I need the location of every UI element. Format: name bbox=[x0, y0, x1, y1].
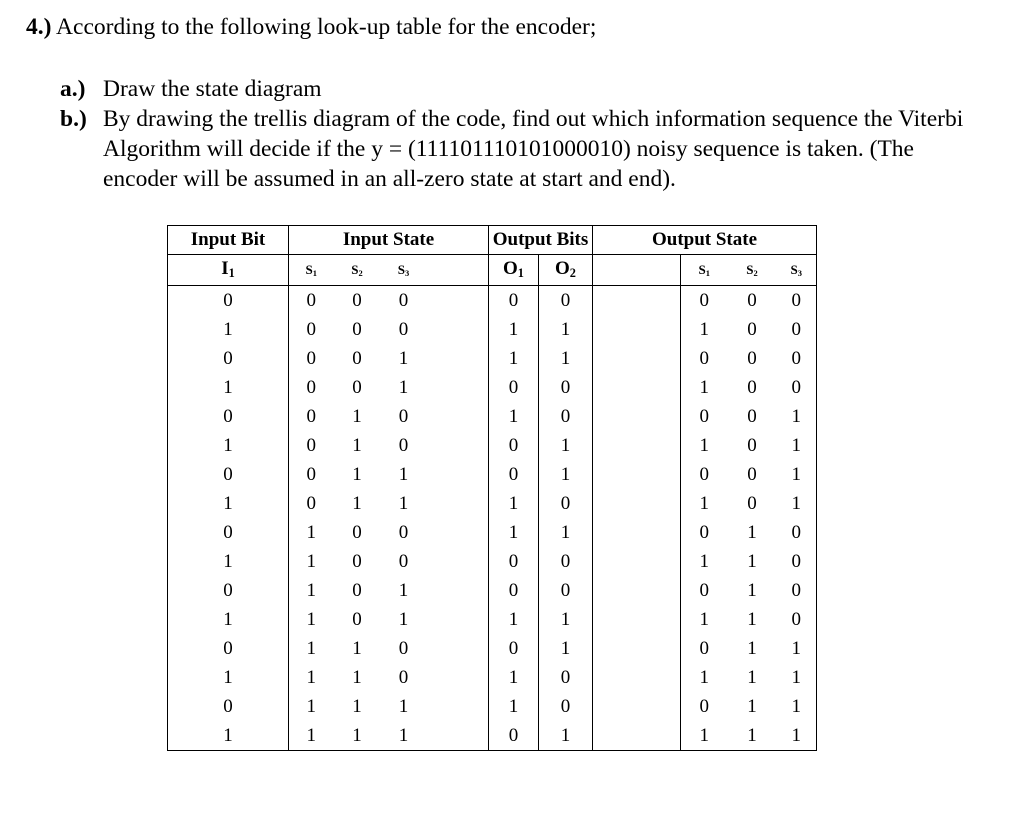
table-cell-o1: 0 bbox=[489, 373, 539, 402]
table-cell-in-s3: 1 bbox=[398, 347, 409, 369]
table-cell-out-s2: 0 bbox=[747, 434, 757, 456]
header-o1 bbox=[489, 255, 539, 286]
header-out-s1-letter: S bbox=[698, 261, 706, 277]
table-cell-spacer bbox=[593, 634, 681, 663]
table-cell-out-s2: 0 bbox=[747, 376, 757, 398]
table-cell-spacer bbox=[427, 402, 489, 431]
table-cell-in-s2: 0 bbox=[352, 521, 362, 543]
table-cell-o1: 0 bbox=[489, 634, 539, 663]
table-cell-o1: 1 bbox=[489, 402, 539, 431]
header-o2-letter: O bbox=[555, 258, 570, 280]
table-row bbox=[168, 373, 817, 402]
table-cell-o2: 1 bbox=[539, 344, 593, 373]
table-cell-in-s3: 0 bbox=[398, 318, 409, 340]
table-cell-spacer bbox=[593, 315, 681, 344]
table-cell-spacer bbox=[593, 663, 681, 692]
table-cell-out-s3: 0 bbox=[777, 605, 817, 634]
table-row bbox=[168, 692, 817, 721]
header-o2-index: 2 bbox=[569, 266, 576, 281]
table-cell-in-s2: 1 bbox=[352, 666, 362, 688]
table-cell-in-s3: 1 bbox=[398, 695, 409, 717]
table-cell-in-s3: 0 bbox=[398, 521, 409, 543]
table-cell-out-s3: 0 bbox=[777, 547, 817, 576]
header-o2 bbox=[539, 255, 593, 286]
table-cell-out-s1: 0 bbox=[699, 521, 709, 543]
table-cell-out-s3: 0 bbox=[777, 518, 817, 547]
table-cell-in-s2: 0 bbox=[352, 579, 362, 601]
table-cell-input-bit: 1 bbox=[168, 663, 289, 692]
table-cell-out-s1: 1 bbox=[699, 434, 709, 456]
table-cell-o1: 1 bbox=[489, 692, 539, 721]
header-in-s1 bbox=[289, 255, 334, 286]
table-cell-input-bit: 0 bbox=[168, 286, 289, 316]
table-cell-spacer bbox=[593, 402, 681, 431]
header-in-s1-letter: S bbox=[305, 261, 313, 277]
table-row bbox=[168, 663, 817, 692]
table-cell-in-s2: 0 bbox=[352, 608, 362, 630]
table-cell-out-s1: 1 bbox=[699, 318, 709, 340]
table-cell-spacer bbox=[427, 547, 489, 576]
table-cell-out-s2: 1 bbox=[747, 637, 757, 659]
table-row bbox=[168, 634, 817, 663]
table-cell-o1: 1 bbox=[489, 344, 539, 373]
table-cell-o2: 0 bbox=[539, 692, 593, 721]
header-output-bits: Output Bits bbox=[489, 226, 593, 255]
part-b bbox=[60, 104, 990, 194]
table-cell-input-bit: 0 bbox=[168, 692, 289, 721]
table-cell-out-s1: 1 bbox=[699, 550, 709, 572]
table-cell-in-s1: 0 bbox=[306, 376, 316, 398]
header-spacer-1 bbox=[427, 255, 489, 286]
table-cell-in-s1: 1 bbox=[306, 666, 316, 688]
header-out-s2-index: 2 bbox=[753, 268, 758, 279]
table-cell-spacer bbox=[593, 692, 681, 721]
table-cell-spacer bbox=[593, 460, 681, 489]
question-text: According to the following look-up table for the encoder; bbox=[56, 14, 597, 40]
table-cell-in-s2: 1 bbox=[352, 637, 362, 659]
table-cell-spacer bbox=[427, 286, 489, 316]
table-cell-o2: 0 bbox=[539, 286, 593, 316]
table-cell-out-s3: 1 bbox=[777, 721, 817, 751]
table-cell-spacer bbox=[593, 518, 681, 547]
table-cell-in-s3: 1 bbox=[381, 721, 427, 751]
question-parts bbox=[60, 74, 990, 194]
table-cell-out-s1: 0 bbox=[699, 347, 709, 369]
table-cell-o1: 1 bbox=[489, 663, 539, 692]
header-in-s2-letter: S bbox=[351, 261, 359, 277]
table-cell-input-bit: 0 bbox=[168, 576, 289, 605]
table-cell-spacer bbox=[593, 721, 681, 751]
table-cell-o1: 0 bbox=[489, 286, 539, 316]
table-cell-in-s3: 0 bbox=[398, 550, 409, 572]
table-cell-in-s3: 0 bbox=[398, 405, 409, 427]
part-a-text: Draw the state diagram bbox=[103, 76, 322, 102]
table-cell-o2: 0 bbox=[539, 547, 593, 576]
table-cell-o2: 0 bbox=[539, 489, 593, 518]
table-cell-out-s1: 0 bbox=[699, 695, 709, 717]
header-input-bit: Input Bit bbox=[168, 226, 289, 255]
header-in-s1-index: 1 bbox=[312, 268, 317, 279]
table-cell-in-s1: 1 bbox=[306, 550, 316, 572]
table-cell-spacer bbox=[427, 518, 489, 547]
table-cell-o1: 1 bbox=[489, 315, 539, 344]
table-group-header-row bbox=[168, 226, 817, 255]
table-cell-out-s3: 0 bbox=[777, 373, 817, 402]
table-cell-spacer bbox=[427, 373, 489, 402]
table-cell-out-s1: 1 bbox=[699, 492, 709, 514]
table-cell-out-s3: 1 bbox=[777, 634, 817, 663]
table-cell-o2: 1 bbox=[539, 634, 593, 663]
table-cell-out-s2: 0 bbox=[747, 492, 757, 514]
table-cell-in-s1: 1 bbox=[306, 637, 316, 659]
header-spacer-2 bbox=[593, 255, 681, 286]
table-cell-out-s2: 0 bbox=[747, 463, 757, 485]
table-cell-in-s3: 0 bbox=[398, 434, 409, 456]
table-cell-o2: 1 bbox=[539, 431, 593, 460]
header-output-state: Output State bbox=[593, 226, 817, 255]
table-cell-o2: 1 bbox=[539, 605, 593, 634]
table-cell-o2: 0 bbox=[539, 402, 593, 431]
table-cell-o1: 0 bbox=[489, 576, 539, 605]
header-i1-index: 1 bbox=[228, 266, 235, 281]
question-heading bbox=[26, 12, 596, 42]
table-cell-input-bit: 0 bbox=[168, 460, 289, 489]
table-row bbox=[168, 547, 817, 576]
table-cell-input-bit: 1 bbox=[168, 489, 289, 518]
table-cell-in-s2: 0 bbox=[352, 550, 362, 572]
table-row bbox=[168, 344, 817, 373]
encoder-lookup-table bbox=[167, 225, 817, 751]
table-cell-in-s1: 0 bbox=[306, 463, 316, 485]
table-cell-spacer bbox=[427, 692, 489, 721]
table-cell-in-s2: 0 bbox=[352, 347, 362, 369]
table-row bbox=[168, 460, 817, 489]
table-cell-out-s2: 0 bbox=[747, 347, 757, 369]
table-cell-spacer bbox=[427, 460, 489, 489]
table-row bbox=[168, 576, 817, 605]
table-cell-out-s2: 1 bbox=[747, 550, 757, 572]
table-cell-o2: 1 bbox=[539, 460, 593, 489]
table-cell-out-s2: 0 bbox=[747, 289, 757, 311]
header-in-s3-index: 3 bbox=[405, 268, 410, 279]
table-sub-header-row bbox=[168, 255, 817, 286]
table-cell-in-s2: 0 bbox=[352, 289, 362, 311]
table-cell-out-s2: 1 bbox=[747, 521, 757, 543]
header-in-s3 bbox=[381, 255, 427, 286]
table-cell-out-s2: 1 bbox=[747, 666, 757, 688]
table-row bbox=[168, 402, 817, 431]
table-cell-o2: 1 bbox=[539, 315, 593, 344]
table-cell-spacer bbox=[593, 286, 681, 316]
table-cell-in-s1: 1 bbox=[306, 579, 316, 601]
table-cell-spacer bbox=[427, 315, 489, 344]
table-cell-spacer bbox=[427, 605, 489, 634]
table-cell-out-s3: 0 bbox=[777, 286, 817, 316]
table-cell-out-s3: 1 bbox=[777, 663, 817, 692]
table-cell-out-s1: 0 bbox=[699, 579, 709, 601]
table-cell-out-s1: 1 bbox=[699, 608, 709, 630]
table-cell-in-s1: 0 bbox=[306, 405, 316, 427]
table-cell-in-s2: 1 bbox=[352, 695, 362, 717]
question-number: 4.) bbox=[26, 14, 52, 40]
table-cell-o2: 1 bbox=[539, 518, 593, 547]
header-out-s3-letter: S bbox=[790, 261, 798, 277]
table-cell-out-s3: 1 bbox=[777, 489, 817, 518]
table-cell-spacer bbox=[593, 605, 681, 634]
header-in-s2 bbox=[334, 255, 381, 286]
table-cell-in-s3: 1 bbox=[398, 608, 409, 630]
table-cell-out-s3: 1 bbox=[777, 431, 817, 460]
table-cell-spacer bbox=[593, 344, 681, 373]
table-cell-in-s3: 1 bbox=[398, 579, 409, 601]
table-cell-input-bit: 1 bbox=[168, 547, 289, 576]
table-cell-spacer bbox=[427, 634, 489, 663]
table-cell-o1: 1 bbox=[489, 518, 539, 547]
table-cell-out-s3: 1 bbox=[777, 692, 817, 721]
table-cell-o1: 1 bbox=[489, 605, 539, 634]
table-row bbox=[168, 721, 817, 751]
table-cell-in-s2: 1 bbox=[352, 405, 362, 427]
header-in-s3-letter: S bbox=[397, 261, 405, 277]
table-cell-in-s1: 1 bbox=[306, 695, 316, 717]
table-row bbox=[168, 286, 817, 316]
table-cell-input-bit: 1 bbox=[168, 605, 289, 634]
table-cell-input-bit: 0 bbox=[168, 402, 289, 431]
header-o1-index: 1 bbox=[517, 266, 524, 281]
table-cell-out-s1: 0 bbox=[699, 289, 709, 311]
table-cell-out-s1: 0 bbox=[699, 637, 709, 659]
table-cell-in-s1: 0 bbox=[306, 289, 316, 311]
table-cell-out-s1: 1 bbox=[699, 666, 709, 688]
table-cell-out-s3: 1 bbox=[777, 460, 817, 489]
table-cell-out-s1: 0 bbox=[699, 463, 709, 485]
table-cell-o1: 0 bbox=[489, 460, 539, 489]
header-out-s2 bbox=[728, 255, 777, 286]
table-cell-input-bit: 1 bbox=[168, 431, 289, 460]
table-row bbox=[168, 315, 817, 344]
part-a bbox=[60, 74, 990, 104]
table-cell-in-s3: 1 bbox=[398, 376, 409, 398]
header-in-s2-index: 2 bbox=[358, 268, 363, 279]
table-cell-out-s2: 0 bbox=[747, 405, 757, 427]
table-cell-spacer bbox=[427, 344, 489, 373]
table-cell-in-s3: 0 bbox=[398, 637, 409, 659]
table-cell-spacer bbox=[427, 431, 489, 460]
table-row bbox=[168, 605, 817, 634]
table-cell-out-s1: 1 bbox=[699, 376, 709, 398]
table-cell-o2: 0 bbox=[539, 663, 593, 692]
table-cell-spacer bbox=[427, 721, 489, 751]
table-cell-o1: 0 bbox=[489, 431, 539, 460]
table-cell-in-s2: 1 bbox=[352, 434, 362, 456]
table-cell-out-s3: 0 bbox=[777, 315, 817, 344]
table-cell-out-s2: 1 bbox=[728, 721, 777, 751]
table-cell-o2: 0 bbox=[539, 373, 593, 402]
table-cell-in-s1: 1 bbox=[289, 721, 334, 751]
header-out-s3 bbox=[777, 255, 817, 286]
header-out-s1 bbox=[681, 255, 728, 286]
header-out-s3-index: 3 bbox=[797, 268, 802, 279]
table-cell-input-bit: 0 bbox=[168, 344, 289, 373]
table-cell-o2: 0 bbox=[539, 576, 593, 605]
table-cell-in-s3: 0 bbox=[398, 666, 409, 688]
table-cell-out-s1: 1 bbox=[681, 721, 728, 751]
table-cell-in-s2: 1 bbox=[352, 463, 362, 485]
header-out-s2-letter: S bbox=[746, 261, 754, 277]
part-a-label: a.) bbox=[60, 76, 86, 102]
table-cell-out-s2: 1 bbox=[747, 608, 757, 630]
table-cell-input-bit: 1 bbox=[168, 315, 289, 344]
table-body bbox=[168, 286, 817, 751]
table-cell-spacer bbox=[593, 373, 681, 402]
header-o1-letter: O bbox=[503, 258, 518, 280]
header-input-state: Input State bbox=[289, 226, 489, 255]
table-cell-spacer bbox=[427, 576, 489, 605]
table-cell-in-s1: 0 bbox=[306, 434, 316, 456]
table-cell-out-s2: 1 bbox=[747, 695, 757, 717]
table-cell-in-s2: 0 bbox=[352, 318, 362, 340]
header-i1-letter: I bbox=[221, 258, 229, 280]
table-cell-in-s3: 1 bbox=[398, 463, 409, 485]
table-cell-in-s1: 0 bbox=[306, 318, 316, 340]
table-cell-input-bit: 1 bbox=[168, 721, 289, 751]
table-cell-spacer bbox=[427, 663, 489, 692]
table-cell-o2: 1 bbox=[539, 721, 593, 751]
table-cell-o1: 0 bbox=[489, 547, 539, 576]
table-cell-in-s3: 1 bbox=[398, 492, 409, 514]
table-cell-in-s2: 0 bbox=[352, 376, 362, 398]
part-b-label: b.) bbox=[60, 106, 87, 132]
table-cell-in-s1: 1 bbox=[306, 608, 316, 630]
header-i1 bbox=[168, 255, 289, 286]
table-cell-spacer bbox=[593, 431, 681, 460]
table-cell-spacer bbox=[593, 576, 681, 605]
table-cell-out-s2: 1 bbox=[747, 579, 757, 601]
part-b-text: By drawing the trellis diagram of the code, find out which information sequence the Viterbi Algorithm will decide if the y = (111101110101000010) noisy sequence is taken. (The encoder will be assumed in an all-zero state at start and end). bbox=[103, 106, 964, 192]
table-cell-spacer bbox=[593, 547, 681, 576]
table-row bbox=[168, 431, 817, 460]
header-out-s1-index: 1 bbox=[705, 268, 710, 279]
table-cell-out-s3: 1 bbox=[777, 402, 817, 431]
table-cell-out-s3: 0 bbox=[777, 576, 817, 605]
table-cell-input-bit: 0 bbox=[168, 518, 289, 547]
table-cell-spacer bbox=[593, 489, 681, 518]
table-row bbox=[168, 489, 817, 518]
table-cell-out-s1: 0 bbox=[699, 405, 709, 427]
table-cell-o1: 0 bbox=[489, 721, 539, 751]
table-cell-in-s3: 0 bbox=[398, 289, 409, 311]
table-cell-in-s1: 0 bbox=[306, 347, 316, 369]
table-cell-input-bit: 0 bbox=[168, 634, 289, 663]
table-cell-input-bit: 1 bbox=[168, 373, 289, 402]
table-cell-spacer bbox=[427, 489, 489, 518]
table-cell-in-s2: 1 bbox=[334, 721, 381, 751]
table-cell-o1: 1 bbox=[489, 489, 539, 518]
table-cell-in-s1: 1 bbox=[306, 521, 316, 543]
table-row bbox=[168, 518, 817, 547]
table-cell-in-s2: 1 bbox=[352, 492, 362, 514]
table-cell-in-s1: 0 bbox=[306, 492, 316, 514]
table-cell-out-s2: 0 bbox=[747, 318, 757, 340]
table-cell-out-s3: 0 bbox=[777, 344, 817, 373]
